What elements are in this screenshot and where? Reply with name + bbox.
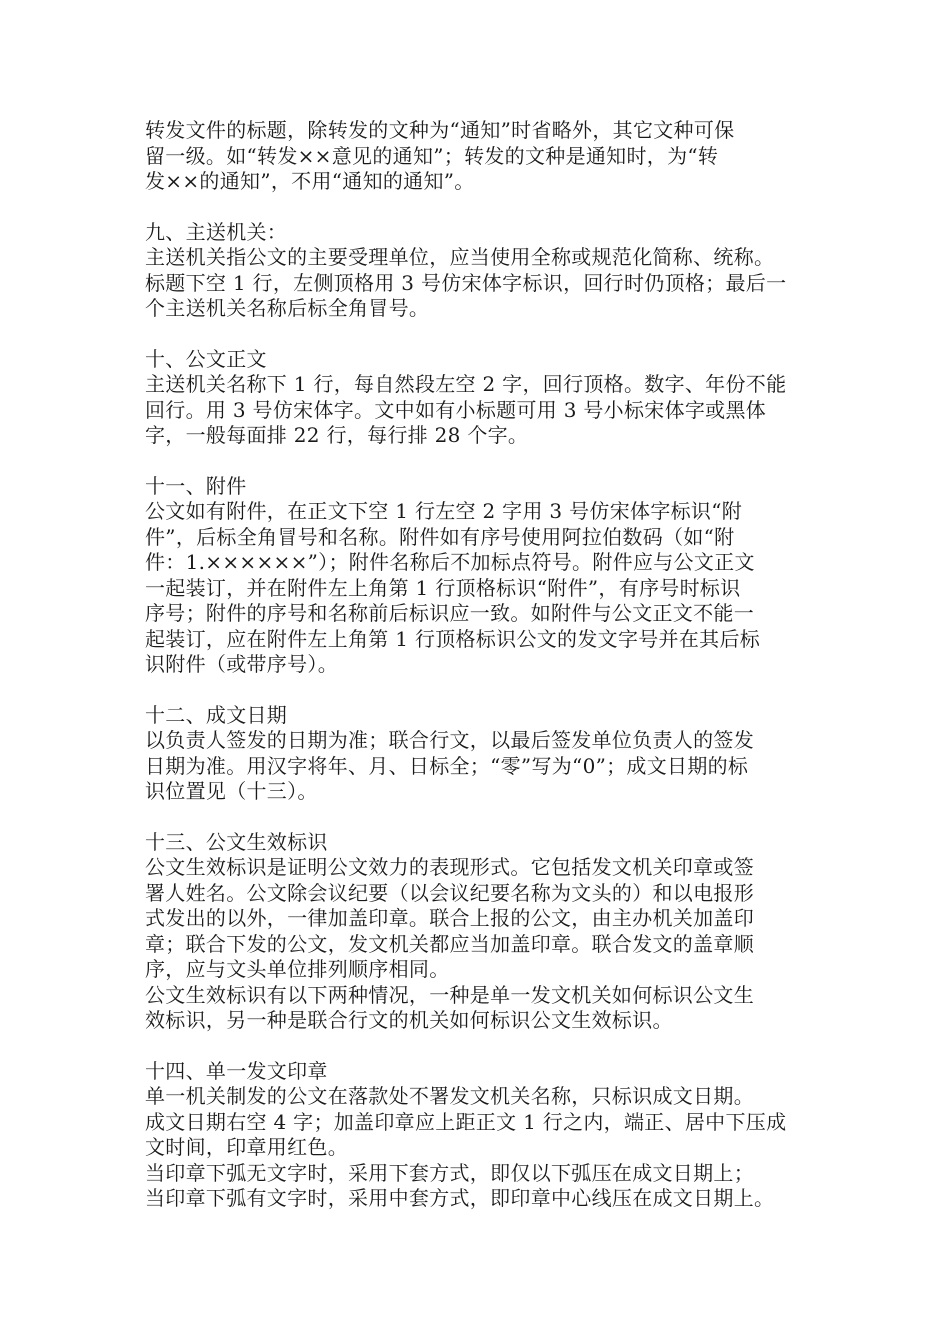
body-line: 署人姓名。公文除会议纪要（以会议纪要名称为文头的）和以电报形	[145, 880, 754, 905]
section-heading: 十四、单一发文印章	[145, 1058, 328, 1083]
body-line: 回行。用 3 号仿宋体字。文中如有小标题可用 3 号小标宋体字或黑体	[145, 397, 767, 422]
section-heading: 十二、成文日期	[145, 702, 288, 727]
body-line: 序，应与文头单位排列顺序相同。	[145, 957, 450, 981]
section-date	[145, 703, 825, 805]
section-attachments	[145, 474, 825, 678]
section-body-text	[145, 347, 825, 449]
body-line: 起装订，应在附件左上角第 1 行顶格标识公文的发文字号并在其后标	[145, 626, 761, 651]
body-line: 公文如有附件，在正文下空 1 行左空 2 字用 3 号仿宋体字标识“附	[145, 499, 743, 523]
body-line: 式发出的以外，一律加盖印章。联合上报的公文，由主办机关加盖印	[145, 906, 754, 930]
body-line: 文时间，印章用红色。	[145, 1135, 348, 1159]
intro-section	[145, 118, 825, 195]
intro-line: 留一级。如“转发××意见的通知”；转发的文种是通知时，为“转	[145, 143, 719, 168]
document-page	[145, 118, 825, 1212]
body-line: 章；联合下发的公文，发文机关都应当加盖印章。联合发文的盖章顺	[145, 931, 754, 956]
section-recipient	[145, 220, 825, 322]
intro-line: 转发文件的标题，除转发的文种为“通知”时省略外，其它文种可保	[145, 118, 735, 142]
body-line: 日期为准。用汉字将年、月、日标全；“零”写为“0”；成文日期的标	[145, 753, 749, 778]
section-gap	[145, 805, 825, 830]
section-heading: 十一、附件	[145, 473, 247, 498]
section-heading: 十三、公文生效标识	[145, 829, 328, 854]
body-line: 标题下空 1 行，左侧顶格用 3 号仿宋体字标识，回行时仍顶格；最后一	[145, 270, 787, 295]
body-line: 序号；附件的序号和名称前后标识应一致。如附件与公文正文不能一	[145, 601, 754, 625]
section-gap	[145, 195, 825, 220]
body-line: 当印章下弧无文字时，采用下套方式，即仅以下弧压在成文日期上；	[145, 1160, 754, 1185]
body-line: 以负责人签发的日期为准；联合行文，以最后签发单位负责人的签发	[145, 728, 754, 752]
section-effect-mark	[145, 830, 825, 1034]
section-gap	[145, 1034, 825, 1059]
body-line: 一起装订，并在附件左上角第 1 行顶格标识“附件”，有序号时标识	[145, 575, 741, 600]
section-heading: 九、主送机关：	[145, 219, 288, 244]
section-heading: 十、公文正文	[145, 346, 267, 371]
body-line: 识附件（或带序号）。	[145, 652, 338, 676]
body-line: 当印章下弧有文字时，采用中套方式，即印章中心线压在成文日期上。	[145, 1186, 775, 1210]
body-line: 个主送机关名称后标全角冒号。	[145, 296, 430, 320]
section-single-seal	[145, 1059, 825, 1212]
body-line: 成文日期右空 4 字；加盖印章应上距正文 1 行之内，端正、居中下压成	[145, 1109, 787, 1134]
body-line: 主送机关名称下 1 行，每自然段左空 2 字，回行顶格。数字、年份不能	[145, 372, 787, 396]
body-line: 主送机关指公文的主要受理单位，应当使用全称或规范化简称、统称。	[145, 245, 775, 269]
section-gap	[145, 678, 825, 703]
body-line: 公文生效标识有以下两种情况，一种是单一发文机关如何标识公文生	[145, 982, 754, 1007]
body-line: 效标识，另一种是联合行文的机关如何标识公文生效标识。	[145, 1008, 673, 1032]
section-gap	[145, 449, 825, 474]
body-line: 件”，后标全角冒号和名称。附件如有序号使用阿拉伯数码（如“附	[145, 524, 735, 549]
section-gap	[145, 322, 825, 347]
body-line: 件：1.××××××”）；附件名称后不加标点符号。附件应与公文正文	[145, 550, 755, 574]
body-line: 单一机关制发的公文在落款处不署发文机关名称，只标识成文日期。	[145, 1084, 754, 1108]
body-line: 识位置见（十三）。	[145, 779, 318, 803]
body-line: 公文生效标识是证明公文效力的表现形式。它包括发文机关印章或签	[145, 855, 754, 879]
intro-line: 发××的通知”，不用“通知的通知”。	[145, 169, 475, 193]
body-line: 字，一般每面排 22 行，每行排 28 个字。	[145, 423, 529, 447]
